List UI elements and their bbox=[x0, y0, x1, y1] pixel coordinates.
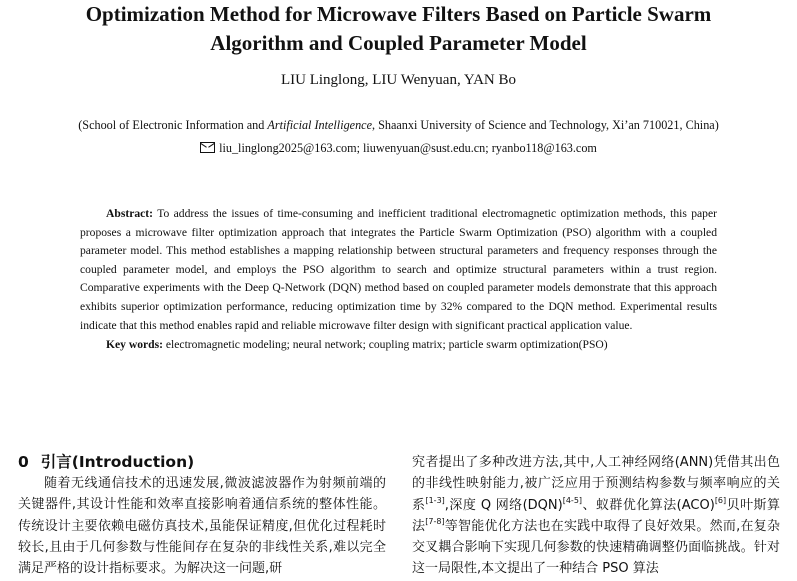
affiliation-part-1: (School of Electronic Information and bbox=[78, 118, 268, 132]
envelope-icon bbox=[200, 142, 215, 153]
authors: LIU Linglong, LIU Wenyuan, YAN Bo bbox=[280, 72, 516, 88]
citation-2: [4-5] bbox=[562, 495, 583, 505]
citation-1: [1-3] bbox=[425, 495, 445, 505]
right-text-4: 贝叶斯算法 bbox=[412, 497, 780, 534]
affiliation-italic: Artificial Intelligence bbox=[267, 118, 372, 132]
section-heading bbox=[18, 451, 386, 473]
paper-title bbox=[0, 0, 797, 58]
section-number: 0 bbox=[18, 453, 29, 471]
section-title: 引言(Introduction) bbox=[40, 453, 195, 471]
right-text-1: 究者提出了多种改进方法,其中,人工神经网络(ANN)凭借其出色的非线性映射能力,被广泛应用于预测结构参数与频率响应的关系 bbox=[412, 455, 780, 513]
abstract-label: Abstract: bbox=[106, 207, 154, 220]
emails bbox=[0, 141, 797, 156]
abstract-block bbox=[80, 205, 717, 355]
keywords-text: electromagnetic modeling; neural network; coupling matrix; particle swarm optimization(PSO) bbox=[165, 338, 608, 352]
left-column bbox=[18, 452, 386, 579]
right-text-3: 、蚁群优化算法(ACO) bbox=[582, 497, 715, 513]
citation-4: [7-8] bbox=[425, 516, 445, 526]
right-column bbox=[412, 452, 780, 580]
right-text-5: 等智能优化方法也在实践中取得了良好效果。然而,在复杂交叉耦合影响下实现几何参数的快速精确调整仍面临挑战。针对这一局限性,本文提出了一种结合 PSO 算法 bbox=[412, 518, 780, 577]
abstract bbox=[80, 205, 717, 335]
email-list[interactable]: liu_linglong2025@163.com; liuwenyuan@sust.edu.cn; ryanbo118@163.com bbox=[219, 141, 597, 155]
title-line-1: Optimization Method for Microwave Filters Based on Particle Swarm bbox=[85, 2, 712, 26]
keywords bbox=[80, 336, 717, 355]
left-column-text: 随着无线通信技术的迅速发展,微波滤波器作为射频前端的关键器件,其设计性能和效率直接影响着通信系统的整体性能。传统设计主要依赖电磁仿真技术,虽能保证精度,但优化过程耗时较长,且由于几何参数与性能间存在复杂的非线性关系,难以完全满足严格的设计指标要求。为解决这一问题,研 bbox=[18, 476, 386, 577]
citation-3: [6] bbox=[714, 495, 727, 505]
affiliation-part-2: , Shaanxi University of Science and Technology, Xi’an 710021, China) bbox=[372, 118, 719, 132]
affiliation bbox=[0, 118, 797, 133]
title-line-2: Algorithm and Coupled Parameter Model bbox=[210, 31, 587, 55]
abstract-text: To address the issues of time-consuming and inefficient traditional electromagnetic optimization methods, this paper proposes a microwave filter optimization approach that integrates the Particle Swarm Optimization (PSO) algorithm with a coupled parameter model. This method establishes a mapping relationship between structural parameters and frequency responses through the coupled parameter model, and employs the PSO algorithm to search and optimize structural parameters within a trust region. Comparative experiments with the Deep Q-Network (DQN) method based on coupled parameter models demonstrate that this approach exhibits superior optimization performance, reducing optimization time by 32% compared to the DQN method. Experimental results indicate that this method enables rapid and reliable microwave filter design with significant practical application value. bbox=[80, 207, 717, 332]
keywords-label: Key words: bbox=[106, 338, 163, 352]
right-text-2: ,深度 Q 网络(DQN) bbox=[444, 497, 563, 513]
